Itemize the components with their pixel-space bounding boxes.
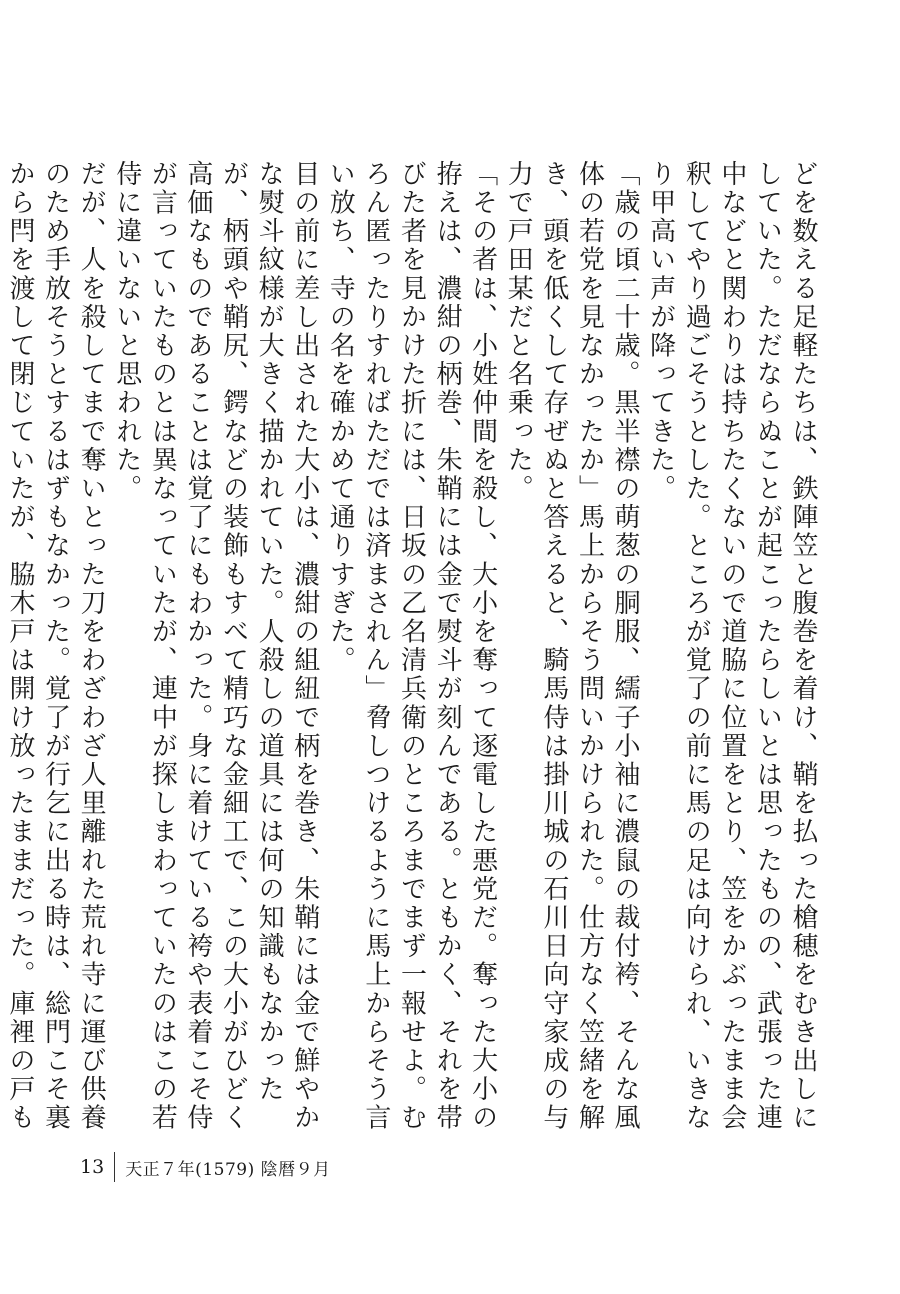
- paragraph-4: 目の前に差し出された大小は、濃紺の組紐で柄を巻き、朱鞘には金で鮮やかな熨斗紋様が大きく描かれていた。人殺しの道具には何の知識もなかったが、柄頭や鞘尻、鍔などの装飾もすべて精巧な金細工で、この大小がひどく高価なものであることは覚了にもわかった。身に着けている袴や表着こそ侍が言っていたものとは異なっていたが、連中が探しまわっていたのはこの若侍に違いないと思われた。: [111, 160, 320, 1133]
- paragraph-2: 「歳の頃二十歳。黒半襟の萌葱の胴服、繻子小袖に濃鼠の裁付袴、そんな風体の若党を見なかったか」馬上からそう問いかけられた。仕方なく笠緒を解き、頭を低くして存ぜぬと答えると、騎馬侍は掛川城の石川日向守家成の与力で戸田某だと名乗った。: [503, 160, 641, 1133]
- running-head: 天正７年(1579) 陰暦９月: [125, 1159, 331, 1180]
- paragraph-3: 「その者は、小姓仲間を殺し、大小を奪って逐電した悪党だ。奪った大小の拵えは、濃紺の柄巻、朱鞘には金で熨斗が刻んである。ともかく、それを帯びた者を見かけた折には、日坂の乙名清兵衛のところまでまず一報せよ。むろん匿ったりすればただでは済まされん」脅しつけるように馬上からそう言い放ち、寺の名を確かめて通りすぎた。: [325, 160, 498, 1133]
- paragraph-5: だが、人を殺してまで奪いとった刀をわざわざ人里離れた荒れ寺に運び供養のため手放そうとするはずもなかった。覚了が行乞に出る時は、総門こそ裏から閂を渡して閉じていたが、脇木戸は開け放ったままだった。庫裡の戸も: [4, 160, 107, 1133]
- paragraph-1: どを数える足軽たちは、鉄陣笠と腹巻を着け、鞘を払った槍穂をむき出しにしていた。ただならぬことが起こったらしいとは思ったものの、武張った連中などと関わりは持ちたくないので道脇に位置をとり、笠をかぶったまま会釈してやり過ごそうとした。ところが覚了の前に馬の足は向けられ、いきなり甲高い声が降ってきた。: [645, 160, 818, 1133]
- page-number: 13: [80, 1156, 105, 1178]
- vertical-body-text: [4, 160, 820, 1140]
- page-footer: [80, 1150, 331, 1184]
